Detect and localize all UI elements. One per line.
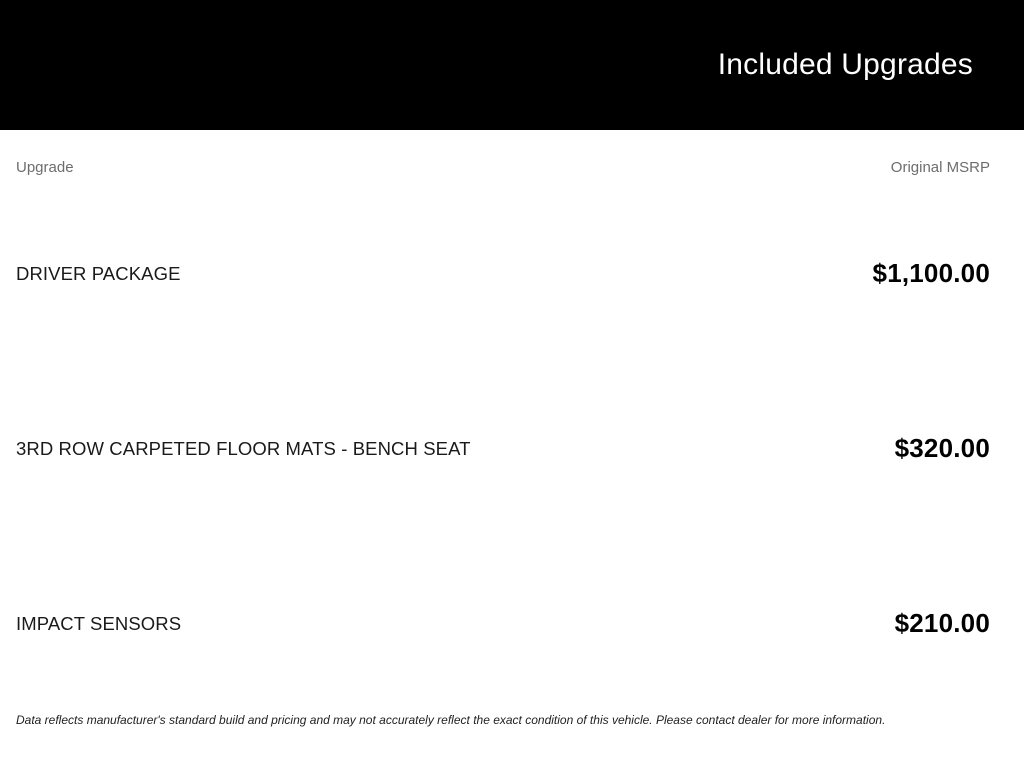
table-rows	[16, 186, 990, 711]
disclaimer-text: Data reflects manufacturer's standard build and pricing and may not accurately reflect the exact condition of this vehicle. Please contact dealer for more information.	[16, 713, 886, 727]
table-column-headers	[16, 160, 990, 175]
table-row	[16, 361, 990, 536]
upgrade-msrp: $320.00	[894, 433, 990, 463]
column-header-original-msrp: Original MSRP	[890, 159, 990, 176]
upgrade-name: IMPACT SENSORS	[16, 612, 182, 634]
table-row	[16, 186, 990, 361]
upgrade-name: DRIVER PACKAGE	[16, 262, 181, 284]
upgrade-msrp: $210.00	[894, 608, 990, 638]
upgrade-msrp: $1,100.00	[872, 258, 990, 288]
upgrades-table	[0, 160, 1024, 727]
table-row	[16, 536, 990, 711]
column-header-upgrade: Upgrade	[16, 159, 74, 176]
header-band	[0, 0, 1024, 130]
page-title: Included Upgrades	[717, 48, 973, 81]
upgrade-name: 3RD ROW CARPETED FLOOR MATS - BENCH SEAT	[16, 437, 471, 459]
